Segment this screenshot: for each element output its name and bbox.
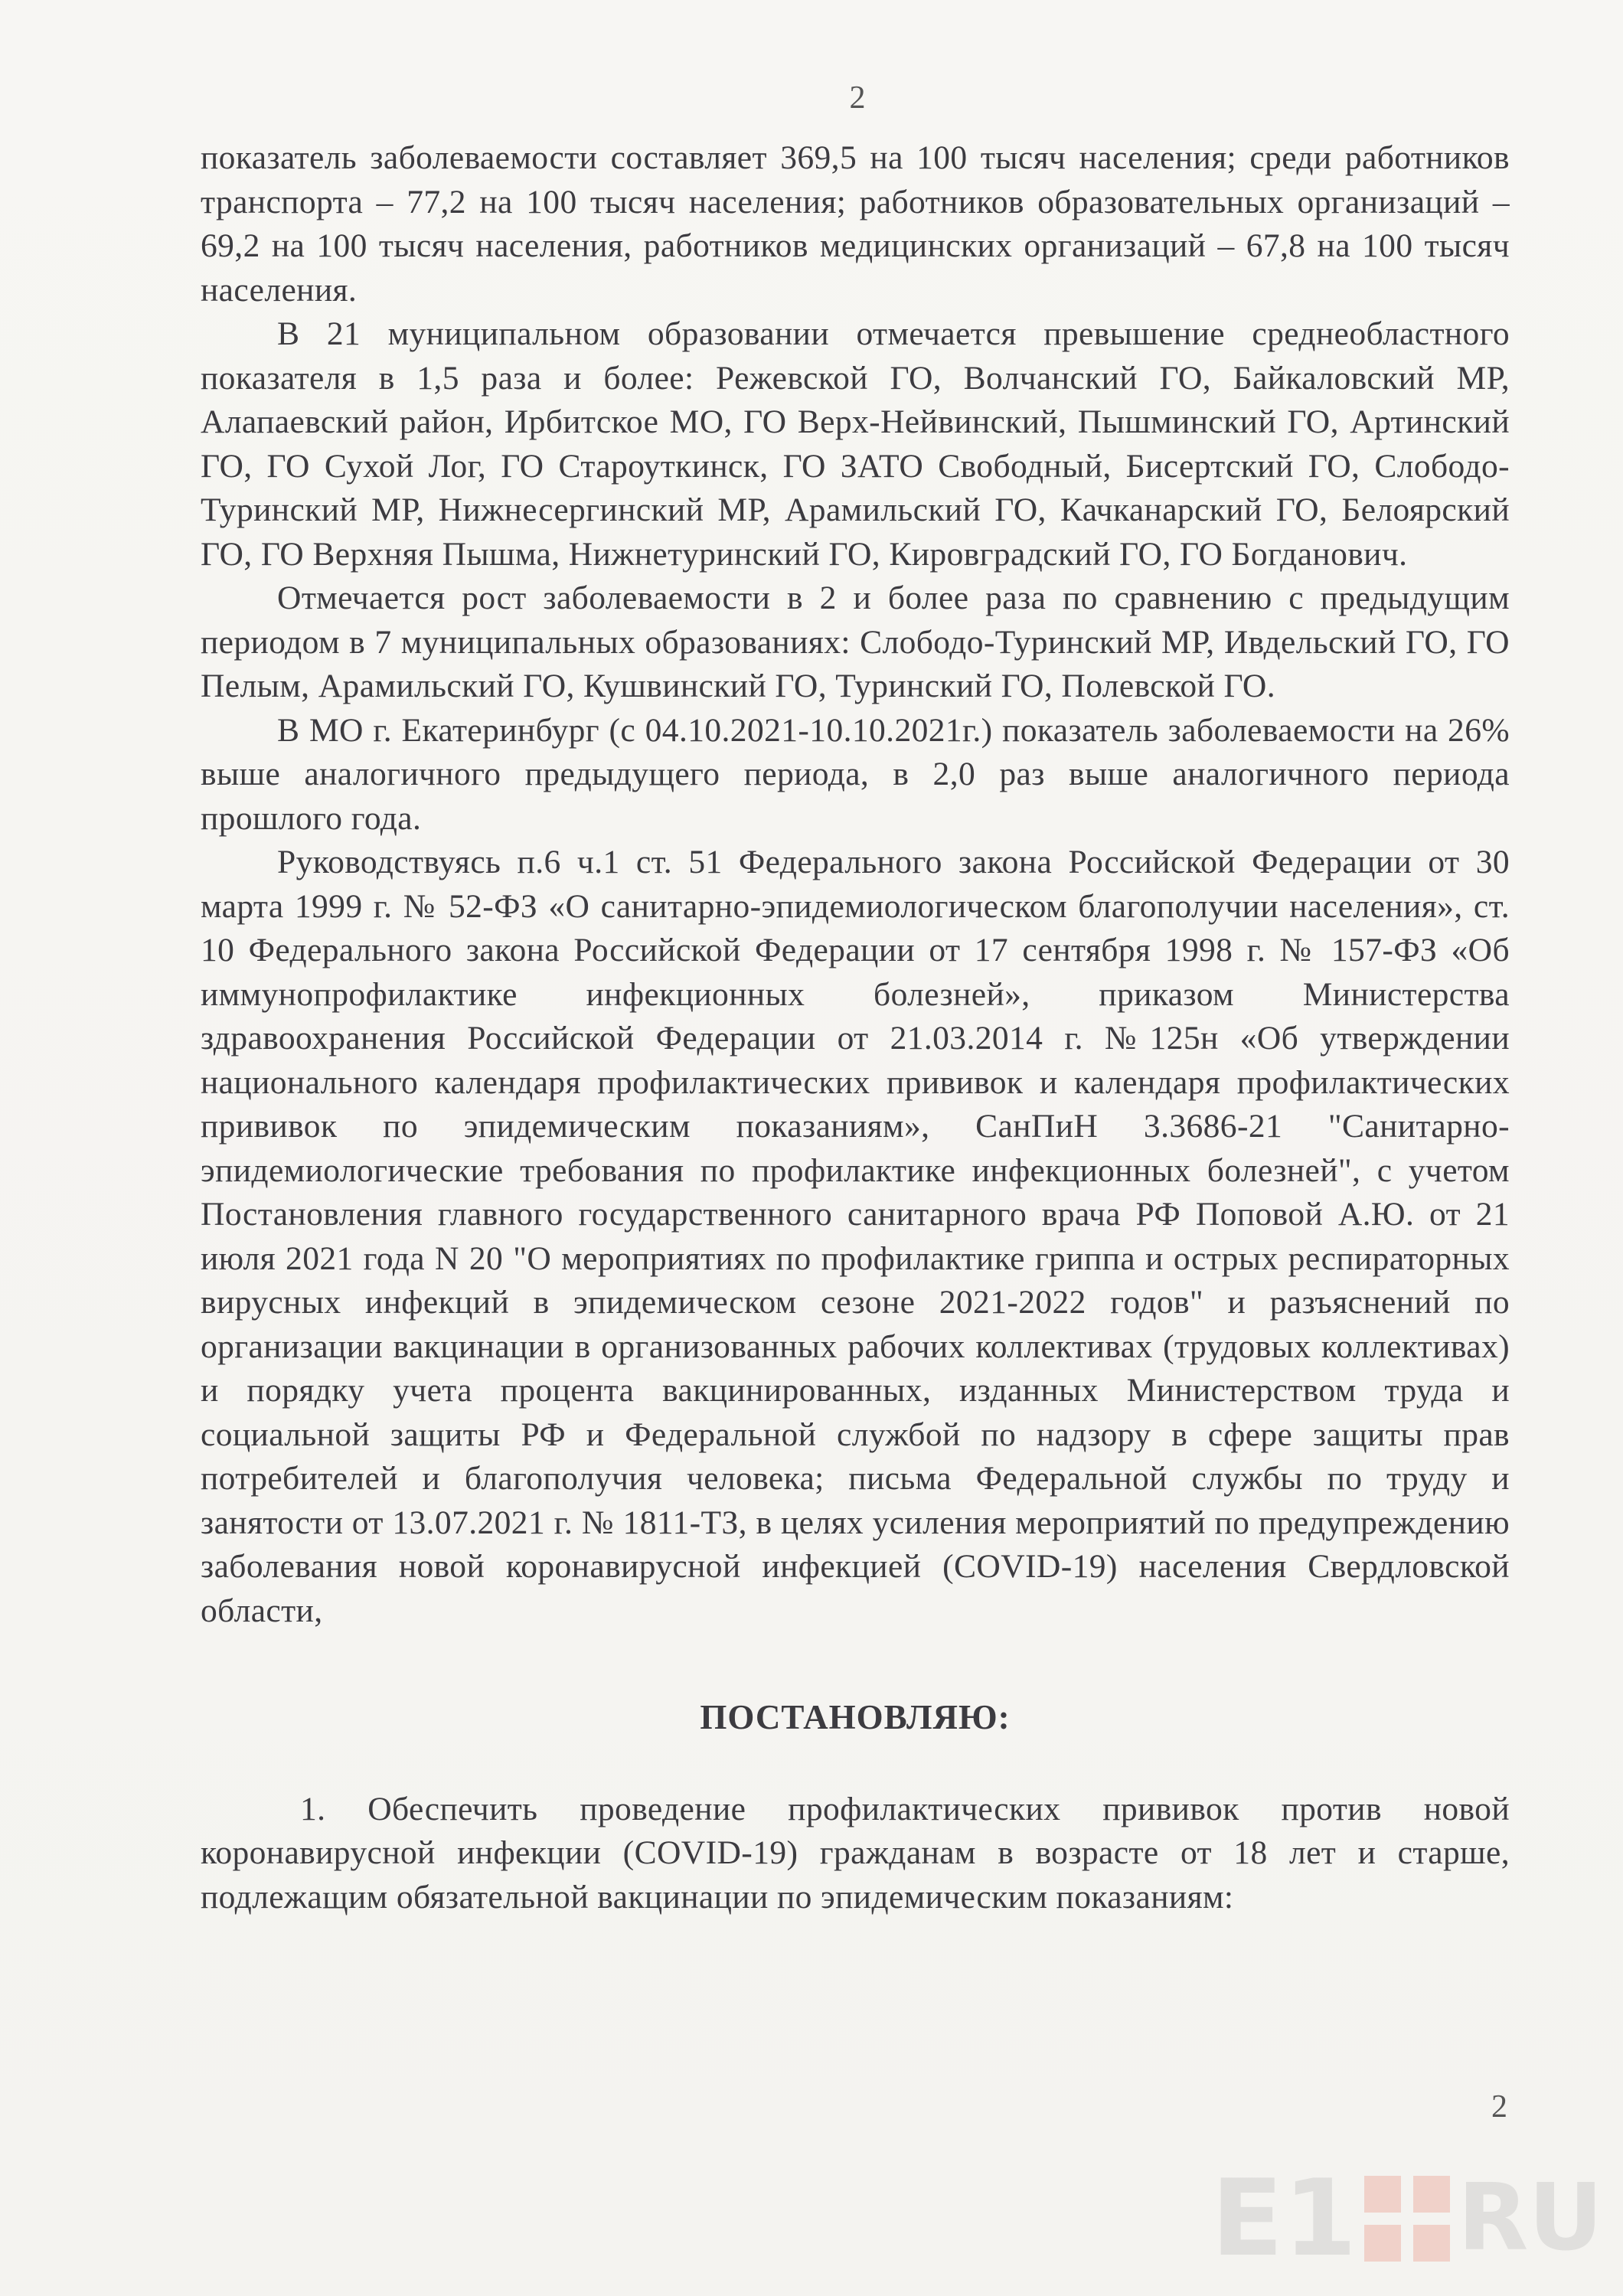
paragraph-municipalities-excess: В 21 муниципальном образовании отмечается превышение среднеобластного показателя в 1,5 раза и более: Режевской ГО, Волчанский ГО, Байкаловский МР, Алапаевский район, Ирбитское МО, ГО Верх-Нейвинский, Пышминский ГО, Артинский ГО, ГО Сухой Лог, ГО Староуткинск, ГО ЗАТО Свободный, Бисертский ГО, Слободо-Туринский МР, Нижнесергинский МР, Арамильский ГО, Качканарский ГО, Белоярский ГО, ГО Верхняя Пышма, Нижнетуринский ГО, Кировградский ГО, ГО Богданович. [201,315,1510,573]
resolution-heading: ПОСТАНОВЛЯЮ: [700,1698,1011,1736]
logo-square-icon [1364,2176,1450,2262]
logo-text-ru: RU [1458,2165,1603,2272]
logo-text-e1: E1 [1211,2157,1357,2280]
resolution-item-1: 1. Обеспечить проведение профилактических прививок против новой коронавирусной инфекции (COVID-19) гражданам в возрасте от 18 лет и старше, подлежащим обязательной вакцинации по эпидемическим показаниям: [201,1790,1510,1916]
paragraph-morbidity-growth: Отмечается рост заболеваемости в 2 и более раза по сравнению с предыдущим периодом в 7 муниципальных образованиях: Слободо-Туринский МР, Ивдельский ГО, ГО Пелым, Арамильский ГО, Кушвинский ГО, Туринский ГО, Полевской ГО. [201,580,1510,704]
e1-ru-watermark-logo [1211,2157,1603,2280]
document-body [201,136,1510,1919]
page-number-bottom: 2 [1491,2089,1507,2125]
paragraph-morbidity-rates: показатель заболеваемости составляет 369,5 на 100 тысяч населения; среди работников транспорта – 77,2 на 100 тысяч населения; работников образовательных организаций – 69,2 на 100 тысяч населения, работников медицинских организаций – 67,8 на 100 тысяч населения. [201,139,1510,309]
paragraph-ekaterinburg: В МО г. Екатеринбург (с 04.10.2021-10.10.2021г.) показатель заболеваемости на 26% выше аналогичного предыдущего периода, в 2,0 раз выше аналогичного периода прошлого года. [201,711,1510,837]
paragraph-legal-basis: Руководствуясь п.6 ч.1 ст. 51 Федерального закона Российской Федерации от 30 марта 1999 г. № 52-ФЗ «О санитарно-эпидемиологическом благополучии населения», ст. 10 Федерального закона Российской Федерации от 17 сентября 1998 г. № 157-ФЗ «Об иммунопрофилактике инфекционных болезней», приказом Министерства здравоохранения Российской Федерации от 21.03.2014 г. №125н «Об утверждении национального календаря профилактических прививок и календаря профилактических прививок по эпидемическим показаниям», СанПиН 3.3686-21 "Санитарно-эпидемиологические требования по профилактике инфекционных болезней", с учетом Постановления главного государственного санитарного врача РФ Поповой А.Ю. от 21 июля 2021 года N 20 "О мероприятиях по профилактике гриппа и острых респираторных вирусных инфекций в эпидемическом сезоне 2021-2022 годов" и разъяснений по организации вакцинации в организованных рабочих коллективах (трудовых коллективах) и порядку учета процента вакцинированных, изданных Министерством труда и социальной защиты РФ и Федеральной службой по надзору в сфере защиты прав потребителей и благополучия человека; письма Федеральной службы по труду и занятости от 13.07.2021 г. № 1811-ТЗ, в целях усиления мероприятий по предупреждению заболевания новой коронавирусной инфекцией (COVID-19) населения Свердловской области, [201,844,1510,1629]
page-number-top: 2 [849,80,866,116]
